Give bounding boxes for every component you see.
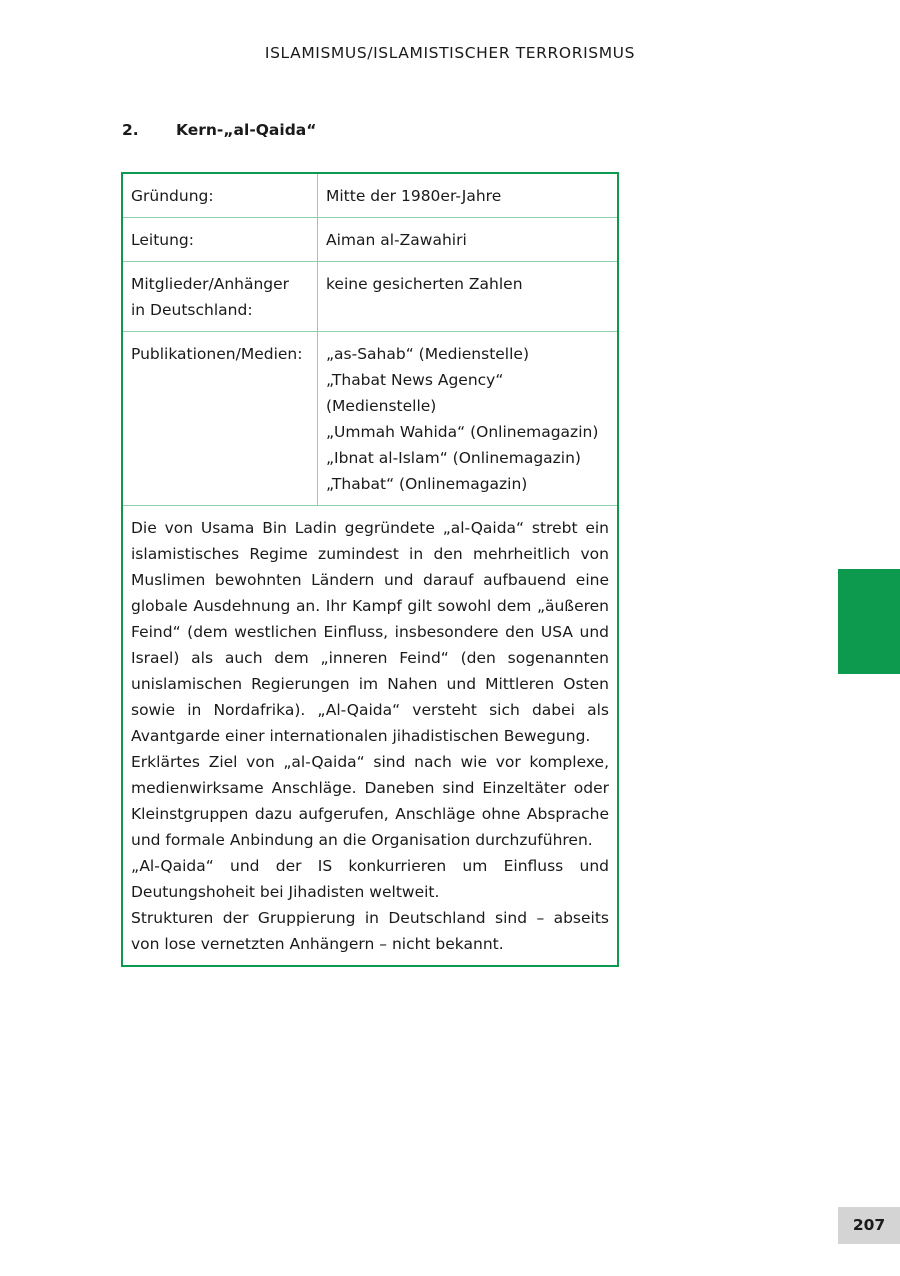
description-paragraph: Erklärtes Ziel von „al-Qaida“ sind nach wie vor komplexe, medienwirksame Anschläge. Daneben sind Einzeltäter oder Kleinstgruppen dazu aufgerufen, Anschläge ohne Absprache und formale Anbindung an die Organisation durchzuführen. bbox=[131, 753, 609, 849]
fact-value bbox=[318, 332, 618, 506]
fact-table bbox=[123, 174, 617, 506]
description-text bbox=[123, 506, 617, 965]
section-number: 2. bbox=[122, 121, 139, 139]
fact-label bbox=[123, 218, 318, 262]
fact-label bbox=[123, 174, 318, 218]
fact-box bbox=[121, 172, 619, 967]
fact-row-members bbox=[123, 262, 617, 332]
fact-label bbox=[123, 332, 318, 506]
description-paragraph: Strukturen der Gruppierung in Deutschland sind – abseits von lose vernetzten Anhängern – nicht bekannt. bbox=[131, 909, 609, 953]
fact-value-line: keine gesicherten Zahlen bbox=[326, 275, 523, 293]
fact-row-publications bbox=[123, 332, 617, 506]
section-heading bbox=[122, 121, 316, 139]
fact-row-founding bbox=[123, 174, 617, 218]
description-paragraph: Die von Usama Bin Ladin gegründete „al-Qaida“ strebt ein islamistisches Regime zumindest in den mehrheitlich von Muslimen bewohnten Ländern und darauf aufbauend eine globale Ausdehnung an. Ihr Kampf gilt sowohl dem „äußeren Feind“ (dem westlichen Einfluss, insbesondere den USA und Israel) als auch dem „inneren Feind“ (den sogenannten unislamischen Regierungen im Nahen und Mittleren Osten sowie in Nordafrika). „Al-Qaida“ versteht sich dabei als Avantgarde einer internationalen jihadistischen Bewegung. bbox=[131, 519, 609, 745]
fact-label-line: Gründung: bbox=[131, 187, 214, 205]
fact-value bbox=[318, 262, 618, 332]
fact-label-line: Publikationen/Medien: bbox=[131, 345, 303, 363]
description-paragraph: „Al-Qaida“ und der IS konkurrieren um Einfluss und Deutungshoheit bei Jihadisten weltweit. bbox=[131, 857, 609, 901]
fact-row-leadership bbox=[123, 218, 617, 262]
fact-label-line: Leitung: bbox=[131, 231, 194, 249]
fact-value-line: „Ummah Wahida“ (Onlinemagazin) bbox=[326, 423, 599, 441]
fact-value-line: Aiman al-Zawahiri bbox=[326, 231, 467, 249]
running-header: ISLAMISMUS/ISLAMISTISCHER TERRORISMUS bbox=[264, 44, 636, 62]
fact-value-line: „Ibnat al-Islam“ (Onlinemagazin) bbox=[326, 449, 581, 467]
fact-value-line: Mitte der 1980er-Jahre bbox=[326, 187, 502, 205]
section-title: Kern-„al-Qaida“ bbox=[176, 121, 317, 139]
fact-value bbox=[318, 174, 618, 218]
fact-value-line: „Thabat News Agency“ (Medienstelle) bbox=[326, 371, 504, 415]
fact-label bbox=[123, 262, 318, 332]
chapter-side-tab bbox=[838, 569, 900, 674]
fact-value bbox=[318, 218, 618, 262]
fact-value-line: „Thabat“ (Onlinemagazin) bbox=[326, 475, 528, 493]
fact-value-line: „as-Sahab“ (Medienstelle) bbox=[326, 345, 529, 363]
page-number: 207 bbox=[838, 1207, 900, 1244]
fact-label-line: Mitglieder/Anhänger bbox=[131, 275, 290, 293]
fact-label-line: in Deutschland: bbox=[131, 301, 253, 319]
